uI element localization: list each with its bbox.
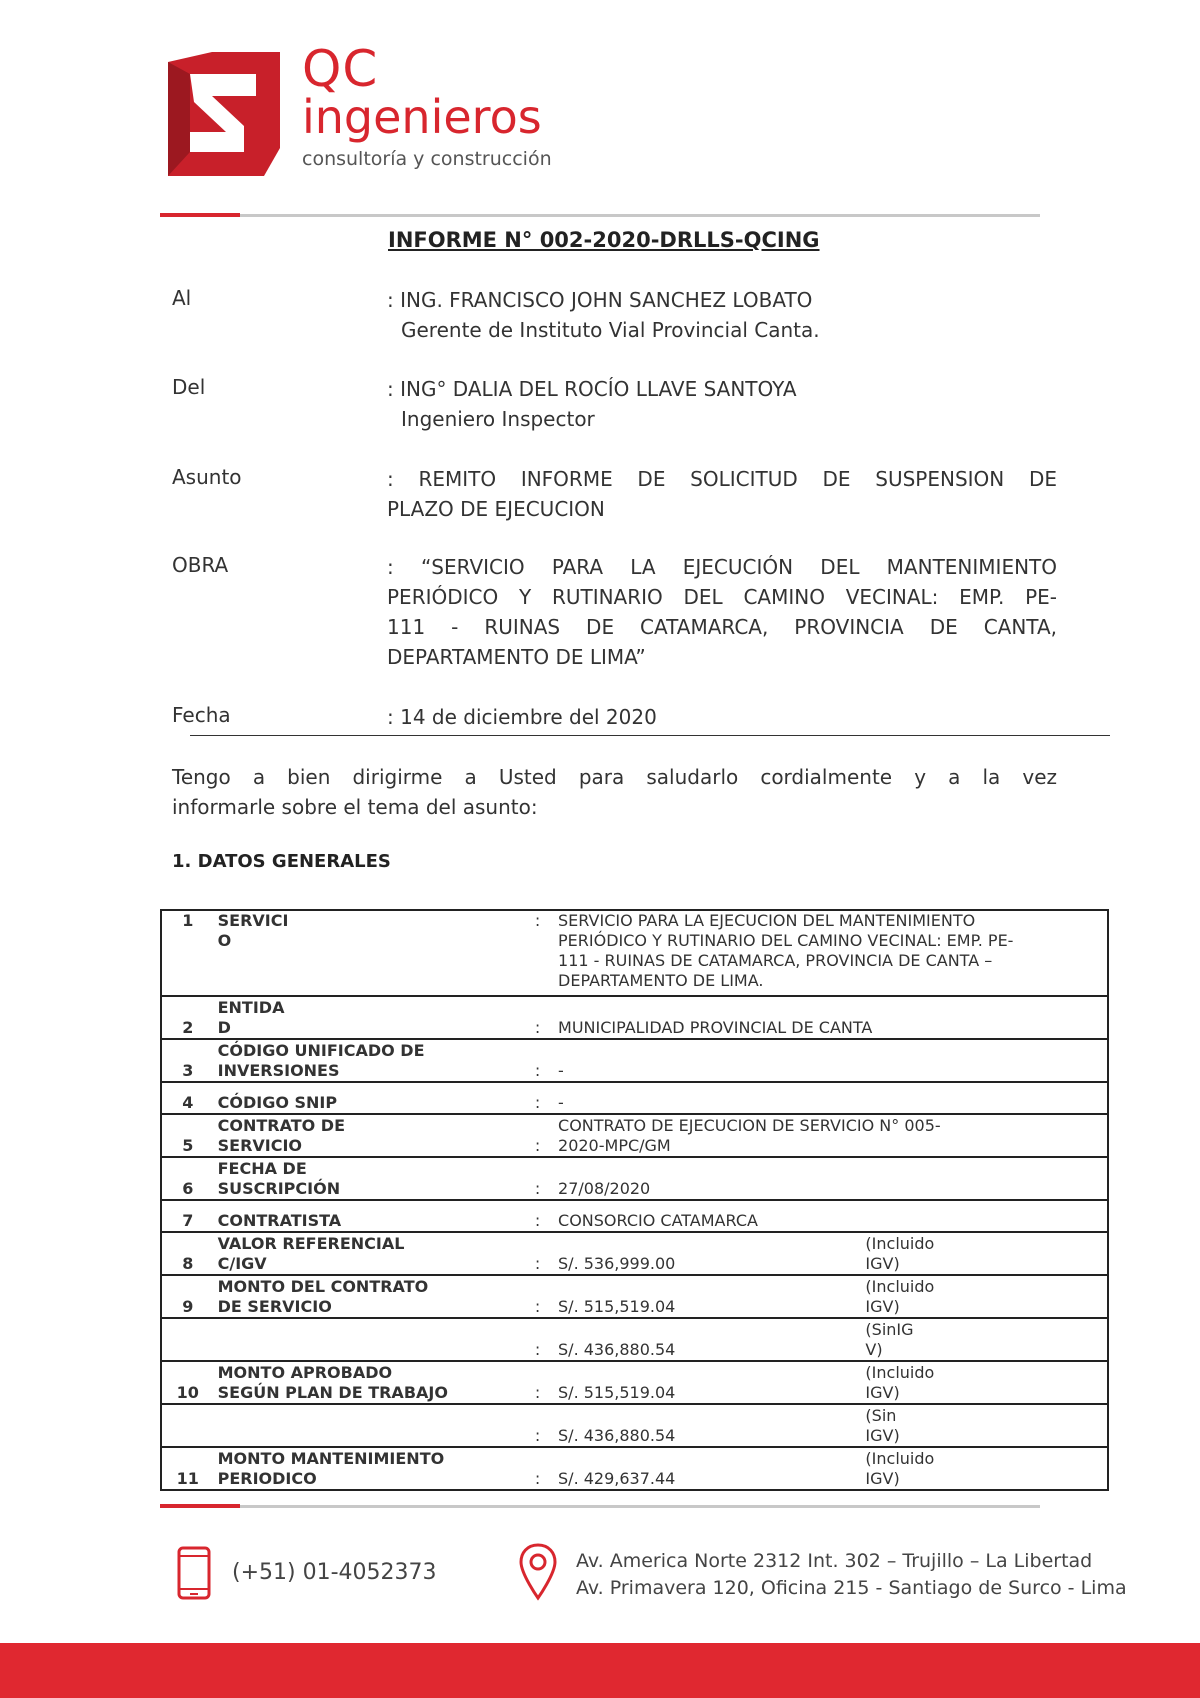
table-row <box>161 1157 1108 1200</box>
header-rule <box>240 214 1040 217</box>
obra-line-2: PERIÓDICO Y RUTINARIO DEL CAMINO VECINAL: EMP. PE- <box>387 585 1057 609</box>
location-pin-icon <box>518 1542 558 1602</box>
row-note <box>861 1275 1108 1318</box>
row-number: 11 <box>176 1469 199 1488</box>
row-value: S/. 436,880.54 <box>558 1340 676 1359</box>
row-note-line: IGV) <box>865 1254 900 1273</box>
al-position: Gerente de Instituto Vial Provincial Canta. <box>401 318 820 342</box>
row-number: 6 <box>182 1179 194 1198</box>
row-note <box>861 1361 1108 1404</box>
row-note <box>861 1318 1108 1361</box>
row-note-line: V) <box>865 1340 883 1359</box>
field-label-al: Al <box>172 286 192 310</box>
row-value-line: 2020-MPC/GM <box>558 1136 671 1155</box>
row-note <box>861 1404 1108 1447</box>
row-label <box>214 910 521 996</box>
row-value-line: 111 - RUINAS DE CATAMARCA, PROVINCIA DE CANTA – <box>558 951 993 970</box>
obra-line-3: 111 - RUINAS DE CATAMARCA, PROVINCIA DE CANTA, <box>387 615 1057 639</box>
row-value: - <box>558 1093 564 1112</box>
row-note-line: IGV) <box>865 1383 900 1402</box>
row-label-line: MONTO DEL CONTRATO <box>217 1277 429 1296</box>
row-number: 8 <box>182 1254 194 1273</box>
row-number: 2 <box>182 1018 194 1037</box>
row-label-line: VALOR REFERENCIAL <box>217 1234 405 1253</box>
row-label <box>214 1275 521 1318</box>
row-colon: : <box>534 1254 541 1273</box>
row-colon: : <box>534 1297 541 1316</box>
row-colon: : <box>534 1093 541 1112</box>
intro-line-2: informarle sobre el tema del asunto: <box>172 795 538 819</box>
row-value <box>554 1114 1108 1157</box>
row-note-line: (SinIG <box>865 1320 914 1339</box>
report-title: INFORME N° 002-2020-DRLLS-QCING <box>388 228 820 252</box>
row-note-line: (Sin <box>865 1406 897 1425</box>
row-value: - <box>558 1061 564 1080</box>
table-row <box>161 910 1108 996</box>
row-colon: : <box>534 1383 541 1402</box>
row-number <box>161 1318 214 1361</box>
row-label <box>214 1157 521 1200</box>
row-label-line: D <box>217 1018 231 1037</box>
row-note-line: (Incluido <box>865 1277 935 1296</box>
row-label: CONTRATISTA <box>217 1211 342 1230</box>
row-value <box>554 910 1108 996</box>
del-position: Ingeniero Inspector <box>401 407 595 431</box>
row-note-line: IGV) <box>865 1297 900 1316</box>
asunto-line-1: : REMITO INFORME DE SOLICITUD DE SUSPENSION DE <box>387 467 1057 491</box>
footer-rule-accent <box>160 1504 240 1508</box>
row-colon: : <box>534 1211 541 1230</box>
row-colon: : <box>534 1018 541 1037</box>
table-row <box>161 1200 1108 1232</box>
row-value: S/. 536,999.00 <box>558 1254 676 1273</box>
row-note-line: (Incluido <box>865 1363 935 1382</box>
table-row <box>161 1318 1108 1361</box>
row-number: 1 <box>182 911 194 930</box>
obra-line-1: : “SERVICIO PARA LA EJECUCIÓN DEL MANTENIMIENTO <box>387 555 1057 579</box>
field-value-al <box>387 285 1057 345</box>
field-label-asunto: Asunto <box>172 465 242 489</box>
row-value-line: SERVICIO PARA LA EJECUCION DEL MANTENIMIENTO <box>558 911 976 930</box>
row-label <box>214 1447 521 1490</box>
row-note <box>861 1232 1108 1275</box>
footer-address-2: Av. Primavera 120, Oficina 215 - Santiago de Surco - Lima <box>576 1577 1127 1599</box>
row-label-line: O <box>217 931 232 950</box>
row-label-line: CÓDIGO UNIFICADO DE <box>217 1041 425 1060</box>
row-label-line: PERIODICO <box>217 1469 317 1488</box>
row-label <box>214 1318 521 1361</box>
field-value-obra <box>387 552 1057 672</box>
footer-band <box>0 1643 1200 1698</box>
row-label-line: SUSCRIPCIÓN <box>217 1179 341 1198</box>
al-name: : ING. FRANCISCO JOHN SANCHEZ LOBATO <box>387 288 813 312</box>
field-label-obra: OBRA <box>172 553 229 577</box>
phone-icon <box>176 1545 212 1601</box>
del-name: : ING° DALIA DEL ROCÍO LLAVE SANTOYA <box>387 377 797 401</box>
header-rule-accent <box>160 213 240 217</box>
row-label <box>214 1114 521 1157</box>
row-number: 7 <box>182 1211 194 1230</box>
row-label-line: ENTIDA <box>217 998 285 1017</box>
row-colon: : <box>534 1469 541 1488</box>
general-data-table <box>160 909 1109 1491</box>
row-value: MUNICIPALIDAD PROVINCIAL DE CANTA <box>558 1018 873 1037</box>
company-logo-mark <box>160 48 288 180</box>
field-value-asunto <box>387 464 1057 524</box>
obra-line-4: DEPARTAMENTO DE LIMA” <box>387 645 646 669</box>
brand-name-qc: QC <box>302 40 379 98</box>
row-number: 9 <box>182 1297 194 1316</box>
row-label <box>214 1404 521 1447</box>
row-colon: : <box>534 1061 541 1080</box>
header-divider <box>190 735 1110 736</box>
row-value: S/. 515,519.04 <box>558 1297 676 1316</box>
table-row <box>161 996 1108 1039</box>
table-row <box>161 1275 1108 1318</box>
row-value: S/. 515,519.04 <box>558 1383 676 1402</box>
row-label-line: MONTO MANTENIMIENTO <box>217 1449 445 1468</box>
row-number: 10 <box>176 1383 199 1402</box>
row-value-line: CONTRATO DE EJECUCION DE SERVICIO N° 005- <box>558 1116 941 1135</box>
row-label-line: CONTRATO DE <box>217 1116 346 1135</box>
row-value: CONSORCIO CATAMARCA <box>558 1211 758 1230</box>
row-colon: : <box>534 1340 541 1359</box>
row-label <box>214 996 521 1039</box>
row-label: CÓDIGO SNIP <box>217 1093 338 1112</box>
row-label <box>214 1232 521 1275</box>
row-value: S/. 429,637.44 <box>558 1469 676 1488</box>
footer-address-1: Av. America Norte 2312 Int. 302 – Trujillo – La Libertad <box>576 1550 1093 1572</box>
footer-rule <box>240 1505 1040 1508</box>
row-label-line: MONTO APROBADO <box>217 1363 393 1382</box>
row-value: S/. 436,880.54 <box>558 1426 676 1445</box>
row-number <box>161 1404 214 1447</box>
row-label-line: C/IGV <box>217 1254 267 1273</box>
row-colon: : <box>534 1426 541 1445</box>
intro-line-1: Tengo a bien dirigirme a Usted para saludarlo cordialmente y a la vez <box>172 765 1057 789</box>
table-row <box>161 1039 1108 1082</box>
field-label-del: Del <box>172 375 206 399</box>
row-colon: : <box>534 1179 541 1198</box>
section-title: 1. DATOS GENERALES <box>172 851 391 872</box>
row-number: 5 <box>182 1136 194 1155</box>
field-label-fecha: Fecha <box>172 703 231 727</box>
brand-tagline: consultoría y construcción <box>302 148 552 170</box>
row-label <box>214 1361 521 1404</box>
intro-paragraph <box>172 762 1057 822</box>
row-colon: : <box>534 1136 541 1155</box>
row-colon: : <box>534 911 541 930</box>
field-value-fecha: : 14 de diciembre del 2020 <box>387 705 657 729</box>
row-number: 4 <box>182 1093 194 1112</box>
row-label-line: SEGÚN PLAN DE TRABAJO <box>217 1383 448 1402</box>
table-row <box>161 1404 1108 1447</box>
table-row <box>161 1114 1108 1157</box>
row-number: 3 <box>182 1061 194 1080</box>
footer-phone: (+51) 01-4052373 <box>232 1560 437 1585</box>
row-label-line: FECHA DE <box>217 1159 307 1178</box>
row-note-line: IGV) <box>865 1469 900 1488</box>
row-value-line: PERIÓDICO Y RUTINARIO DEL CAMINO VECINAL: EMP. PE- <box>558 931 1014 950</box>
brand-name-ingenieros: ingenieros <box>302 90 542 144</box>
row-value-line: DEPARTAMENTO DE LIMA. <box>558 971 764 990</box>
table-row <box>161 1447 1108 1490</box>
asunto-line-2: PLAZO DE EJECUCION <box>387 497 605 521</box>
row-value: 27/08/2020 <box>558 1179 651 1198</box>
row-note-line: IGV) <box>865 1426 900 1445</box>
row-note-line: (Incluido <box>865 1449 935 1468</box>
row-label-line: DE SERVICIO <box>217 1297 332 1316</box>
row-note <box>861 1447 1108 1490</box>
table-row <box>161 1361 1108 1404</box>
row-note-line: (Incluido <box>865 1234 935 1253</box>
row-label <box>214 1039 521 1082</box>
field-value-del <box>387 374 1057 434</box>
row-label-line: SERVICI <box>217 911 289 930</box>
row-label-line: INVERSIONES <box>217 1061 340 1080</box>
table-row <box>161 1232 1108 1275</box>
row-label-line: SERVICIO <box>217 1136 303 1155</box>
table-row <box>161 1082 1108 1114</box>
